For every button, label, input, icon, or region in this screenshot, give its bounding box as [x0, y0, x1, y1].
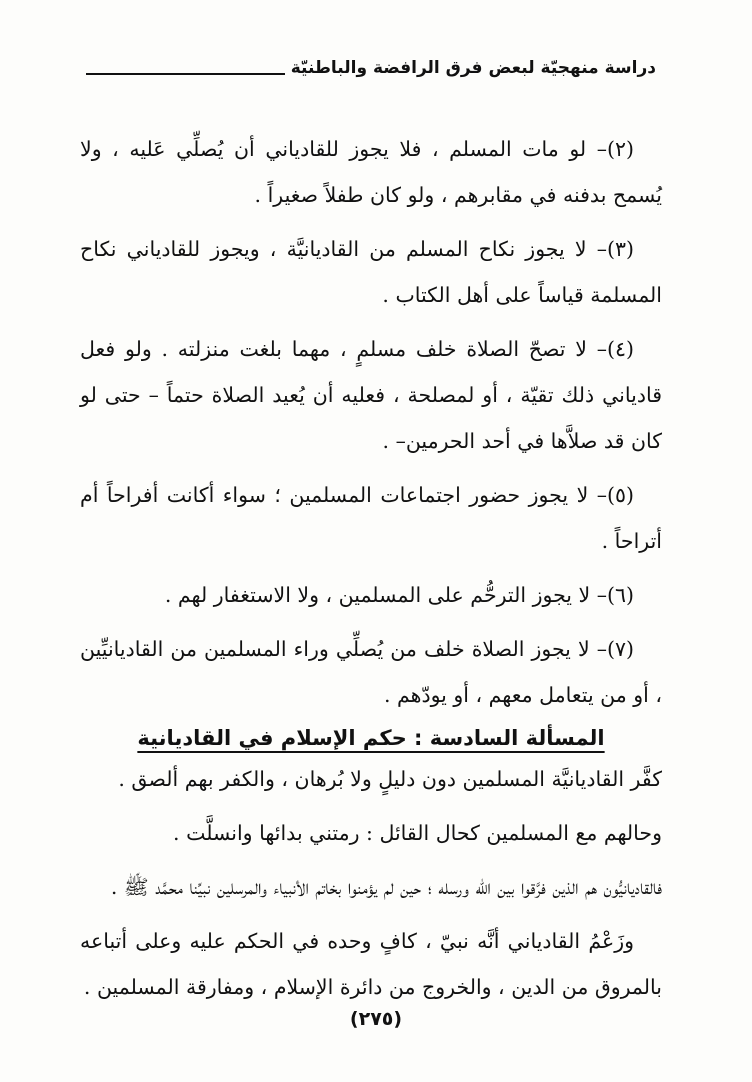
- page-content: [80, 126, 662, 1018]
- header-rule: [86, 73, 285, 75]
- paragraph-rule-6: (٦)– لا يجوز الترحُّم على المسلمين ، ولا الاستغفار لهم .: [164, 583, 634, 607]
- paragraph-rule-4: (٤)– لا تصحّ الصلاة خلف مسلمٍ ، مهما بلغت منزلته . ولو فعل قادياني ذلك تقيّة ، أو لمصلحة ، فعليه أن يُعيد الصلاة حتماً – حتى لو كان قد صلاَّها في أحد الحرمين– .: [80, 337, 662, 453]
- page-number: (٢٧٥): [349, 1008, 403, 1030]
- section-paragraph-2: وحالهم مع المسلمين كحال القائل : رمتني بدائها وانسلَّت .: [173, 821, 662, 845]
- section-paragraph-4: وزَعْمُ القادياني أنَّه نبيّ ، كافٍ وحده في الحكم عليه وعلى أتباعه بالمروق من الدين ، والخروج من دائرة الإسلام ، ومفارقة المسلمين .: [80, 929, 662, 999]
- running-header: [86, 58, 656, 78]
- section-paragraph-3: فالقاديانيُّون هم الذين فرَّقوا بين الله ورسله ؛ حين لم يؤمنوا بخاتم الأنبياء والمرسلين نبيِّنا محمَّد ﷺ .: [110, 875, 662, 899]
- header-title: دراسة منهجيّة لبعض فرق الرافضة والباطنيّة: [290, 58, 656, 78]
- section-heading: [80, 726, 662, 750]
- paragraph-rule-2: (٢)– لو مات المسلم ، فلا يجوز للقادياني أن يُصلِّي عَليه ، ولا يُسمح بدفنه في مقابرهم ، ولو كان طفلاً صغيراً .: [80, 137, 662, 207]
- section-heading-text: المسألة السادسة : حكم الإسلام في القاديانية: [137, 726, 605, 750]
- paragraph-rule-3: (٣)– لا يجوز نكاح المسلم من القاديانيَّة ، ويجوز للقادياني نكاح المسلمة قياساً على أهل الكتاب .: [80, 237, 662, 307]
- section-paragraph-1: كفَّر القاديانيَّة المسلمين دون دليلٍ ولا بُرهان ، والكفر بهم ألصق .: [118, 767, 662, 791]
- paragraph-rule-7: (٧)– لا يجوز الصلاة خلف من يُصلِّي وراء المسلمين من القاديانيِّين ، أو من يتعامل معهم ، أو يودّهم .: [80, 637, 662, 707]
- paragraph-rule-5: (٥)– لا يجوز حضور اجتماعات المسلمين ؛ سواء أكانت أفراحاً أم أتراحاً .: [80, 483, 662, 553]
